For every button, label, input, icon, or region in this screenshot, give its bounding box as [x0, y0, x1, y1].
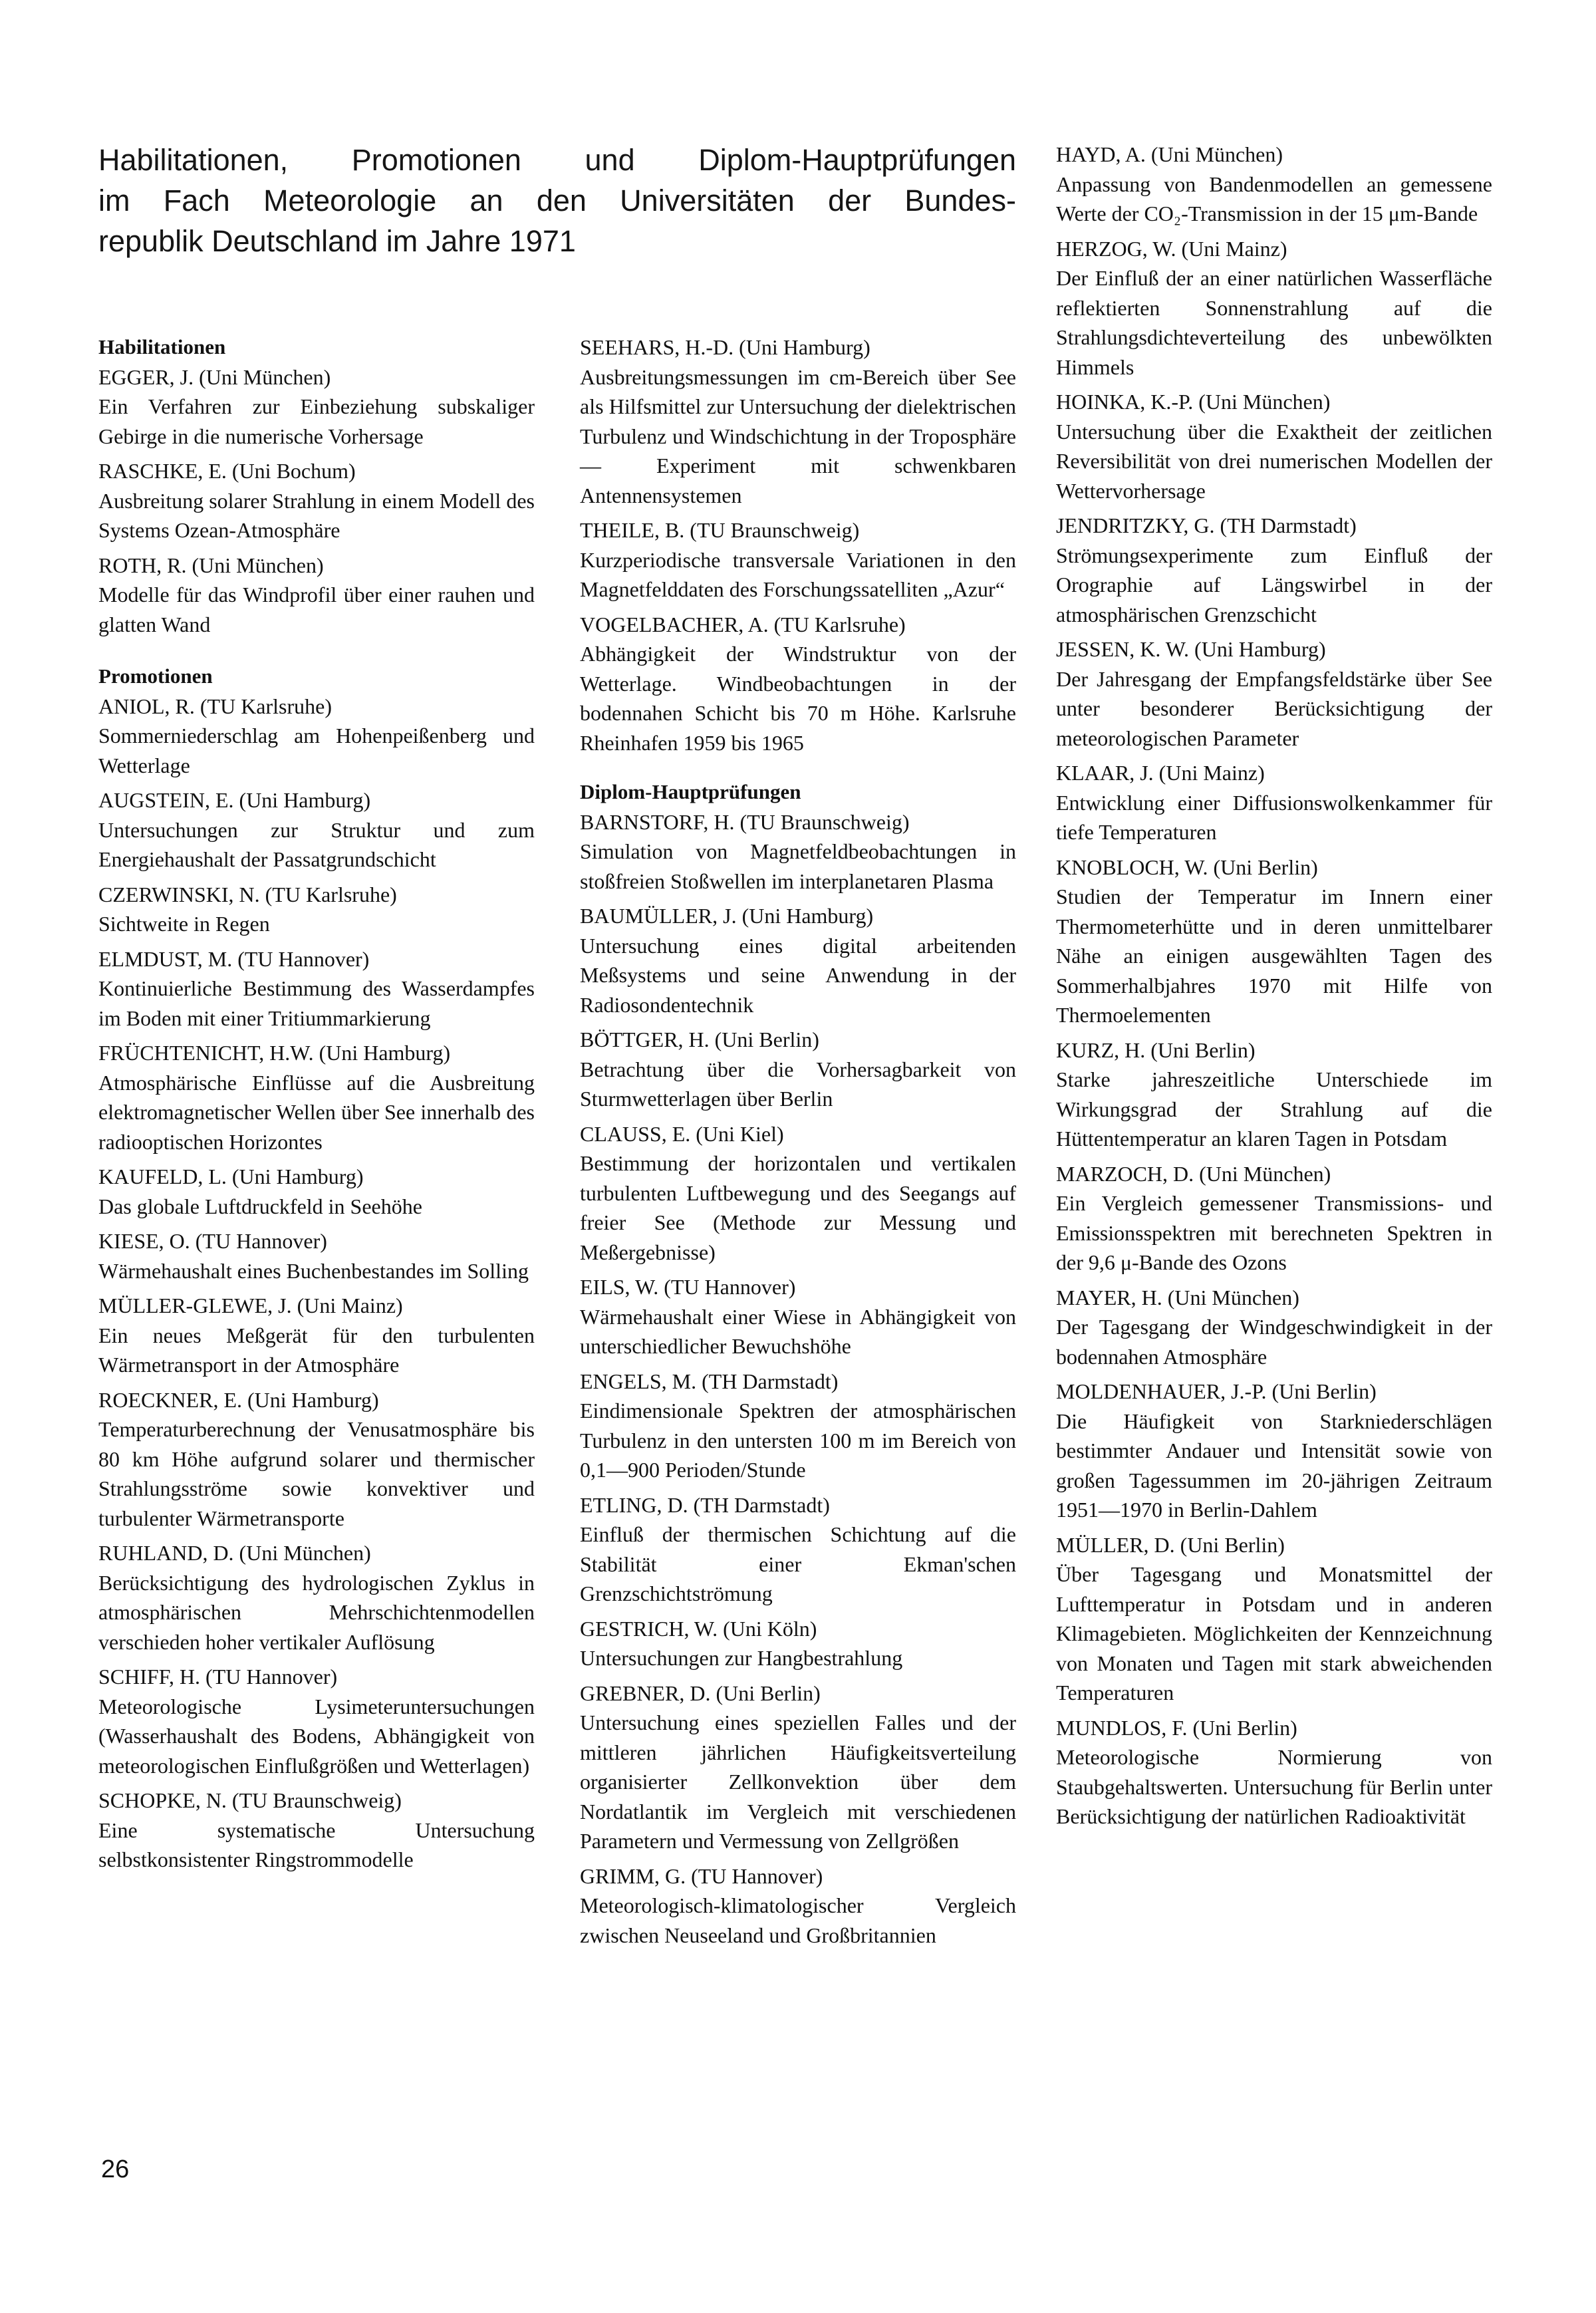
- entry-title: Studien der Temperatur im Innern einer Thermometerhütte und in deren unmittelbarer Nähe an einigen ausgewählten Tagen des Sommerhalbjahres 1970 mit Hilfe von Thermoelementen: [1056, 884, 1492, 1027]
- entry: [1056, 511, 1492, 629]
- entry-title: Strömungsexperimente zum Einfluß der Orographie auf Längswirbel in der atmosphärischen Grenzschicht: [1056, 543, 1492, 626]
- entry-title: Ein Verfahren zur Einbeziehung subskaliger Gebirge in die numerische Vorhersage: [98, 394, 535, 448]
- entry-title: Untersuchungen zur Struktur und zum Energiehaushalt der Passatgrundschicht: [98, 817, 535, 871]
- entry-author: MOLDENHAUER, J.-P. (Uni Berlin): [1056, 1379, 1377, 1403]
- entry-author: VOGELBACHER, A. (TU Karlsruhe): [580, 612, 906, 636]
- entry: [1056, 1283, 1492, 1372]
- entry: [98, 362, 535, 452]
- entry-author: HOINKA, K.-P. (Uni München): [1056, 390, 1331, 414]
- column-right: [1056, 140, 1492, 1837]
- entry-author: EILS, W. (TU Hannover): [580, 1275, 796, 1299]
- entry-title: Ausbreitung solarer Strahlung in einem Modell des Systems Ozean-Atmosphäre: [98, 488, 535, 542]
- entry: [580, 1679, 1016, 1856]
- entry-title: Der Einfluß der an einer natürlichen Wasserfläche reflektierten Sonnenstrahlung auf die Strahlungsdichteverteilung des unbewölkten Himmels: [1056, 266, 1492, 379]
- entry-author: KURZ, H. (Uni Berlin): [1056, 1037, 1256, 1062]
- entry-author: CLAUSS, E. (Uni Kiel): [580, 1121, 784, 1146]
- entry: [1056, 1035, 1492, 1154]
- entry: [580, 610, 1016, 758]
- section-heading: Diplom-Hauptprüfungen: [580, 780, 801, 803]
- entry-title: Das globale Luftdruckfeld in Seehöhe: [98, 1194, 422, 1218]
- entry-title: Atmosphärische Einflüsse auf die Ausbreitung elektromagnetischer Wellen über See innerhalb des radiooptischen Horizontes: [98, 1070, 535, 1154]
- entry-author: MAYER, H. (Uni München): [1056, 1285, 1299, 1309]
- entry-author: KIESE, O. (TU Hannover): [98, 1229, 327, 1253]
- entry-author: ANIOL, R. (TU Karlsruhe): [98, 694, 332, 718]
- entry-author: GESTRICH, W. (Uni Köln): [580, 1616, 817, 1641]
- entry-author: SCHOPKE, N. (TU Braunschweig): [98, 1788, 402, 1812]
- entry-title: Untersuchung eines speziellen Falles und der mittleren jährlichen Häufigkeitsverteilung organisierter Zellkonvektion über dem Nordatlantik im Vergleich mit verschiedenen Parametern und Vermessung von Zellgrößen: [580, 1710, 1016, 1853]
- entry-title: Untersuchung über die Exaktheit der zeitlichen Reversibilität von drei numerischen Modellen der Wettervorhersage: [1056, 419, 1492, 503]
- entry-title: Ein neues Meßgerät für den turbulenten Wärmetransport in der Atmosphäre: [98, 1323, 535, 1377]
- entry-author: SEEHARS, H.-D. (Uni Hamburg): [580, 335, 870, 359]
- entry-title: Wärmehaushalt eines Buchenbestandes im Solling: [98, 1258, 529, 1283]
- entry-title: Meteorologische Normierung von Staubgehaltswerten. Untersuchung für Berlin unter Berücksichtigung der natürlichen Radioaktivität: [1056, 1745, 1492, 1828]
- entry-author: JENDRITZKY, G. (TH Darmstadt): [1056, 513, 1357, 537]
- entry-title: Temperaturberechnung der Venusatmosphäre bis 80 km Höhe aufgrund solarer und thermischer Strahlungsströme sowie konvektiver und turbulenter Wärmetransporte: [98, 1417, 535, 1530]
- entry: [580, 1861, 1016, 1951]
- entry-author: RUHLAND, D. (Uni München): [98, 1541, 371, 1565]
- section-heading: Habilitationen: [98, 335, 226, 358]
- entry: [580, 333, 1016, 510]
- entry-author: BÖTTGER, H. (Uni Berlin): [580, 1027, 819, 1051]
- entry: [580, 901, 1016, 1020]
- entry: [1056, 387, 1492, 505]
- entry-author: MÜLLER-GLEWE, J. (Uni Mainz): [98, 1293, 403, 1317]
- entry-title: Der Tagesgang der Windgeschwindigkeit in der bodennahen Atmosphäre: [1056, 1315, 1492, 1369]
- entry: [1056, 234, 1492, 382]
- entry-author: JESSEN, K. W. (Uni Hamburg): [1056, 637, 1326, 661]
- entry: [580, 1025, 1016, 1114]
- entry-author: AUGSTEIN, E. (Uni Hamburg): [98, 788, 371, 812]
- entry: [580, 515, 1016, 605]
- entry-author: SCHIFF, H. (TU Hannover): [98, 1665, 338, 1689]
- entry: [98, 1662, 535, 1780]
- entry-author: EGGER, J. (Uni München): [98, 364, 331, 389]
- entry-author: ENGELS, M. (TH Darmstadt): [580, 1369, 839, 1393]
- entry-title: Modelle für das Windprofil über einer rauhen und glatten Wand: [98, 583, 535, 636]
- entry: [98, 456, 535, 545]
- entry-author: ELMDUST, M. (TU Hannover): [98, 946, 370, 971]
- entry-title: Anpassung von Bandenmodellen an gemessene Werte der CO₂-Transmission in der 15 μm-Bande: [1056, 172, 1492, 225]
- entry-author: MUNDLOS, F. (Uni Berlin): [1056, 1715, 1297, 1740]
- entry-title: Abhängigkeit der Windstruktur von der Wetterlage. Windbeobachtungen in der bodennahen Schicht bis 70 m Höhe. Karlsruhe Rheinhafen 1959 bis 1965: [580, 642, 1016, 755]
- entry-title: Eine systematische Untersuchung selbstkonsistenter Ringstrommodelle: [98, 1818, 535, 1871]
- entry: [580, 1490, 1016, 1609]
- entry-title: Untersuchungen zur Hangbestrahlung: [580, 1646, 903, 1670]
- entry: [1056, 140, 1492, 229]
- entry-title: Sommerniederschlag am Hohenpeißenberg und Wetterlage: [98, 724, 535, 777]
- entry-title: Betrachtung über die Vorhersagbarkeit von Sturmwetterlagen über Berlin: [580, 1057, 1016, 1111]
- entry: [580, 1614, 1016, 1673]
- entry-title: Ein Vergleich gemessener Transmissions- und Emissionsspektren mit berechneten Spektren in der 9,6 μ-Bande des Ozons: [1056, 1191, 1492, 1274]
- entry-title: Kontinuierliche Bestimmung des Wasserdampfes im Boden mit einer Tritiummarkierung: [98, 976, 535, 1030]
- entry: [1056, 1530, 1492, 1708]
- entry: [98, 1038, 535, 1156]
- entry-author: MÜLLER, D. (Uni Berlin): [1056, 1532, 1285, 1557]
- title-line: im Fach Meteorologie an den Universitäten der Bundes-: [98, 184, 1016, 217]
- entry: [580, 807, 1016, 896]
- entry-title: Untersuchung eines digital arbeitenden Meßsystems und seine Anwendung in der Radiosondentechnik: [580, 933, 1016, 1017]
- section-heading: Promotionen: [98, 664, 213, 688]
- entry-author: RASCHKE, E. (Uni Bochum): [98, 459, 356, 483]
- entry-title: Kurzperiodische transversale Variationen in den Magnetfelddaten des Forschungssatelliten „Azur“: [580, 547, 1016, 601]
- entry: [98, 880, 535, 939]
- entry: [98, 944, 535, 1033]
- entry: [98, 1385, 535, 1534]
- entry-author: GREBNER, D. (Uni Berlin): [580, 1681, 821, 1705]
- column-middle: [580, 333, 1016, 1955]
- entry-author: MARZOCH, D. (Uni München): [1056, 1161, 1331, 1186]
- column-left: [98, 333, 535, 1880]
- entry-author: ROECKNER, E. (Uni Hamburg): [98, 1387, 379, 1412]
- entry-title: Wärmehaushalt einer Wiese in Abhängigkeit von unterschiedlicher Bewuchshöhe: [580, 1304, 1016, 1358]
- entry-title: Sichtweite in Regen: [98, 912, 270, 936]
- entry: [98, 551, 535, 640]
- entry-title: Einfluß der thermischen Schichtung auf die Stabilität einer Ekman'schen Grenzschichtströmung: [580, 1522, 1016, 1605]
- entry: [98, 1538, 535, 1657]
- entry-title: Der Jahresgang der Empfangsfeldstärke über See unter besonderer Berücksichtigung der meteorologischen Parameter: [1056, 666, 1492, 750]
- entry: [1056, 853, 1492, 1030]
- entry-author: HAYD, A. (Uni München): [1056, 142, 1283, 166]
- entry-author: CZERWINSKI, N. (TU Karlsruhe): [98, 882, 397, 906]
- entry: [98, 785, 535, 875]
- entry-title: Ausbreitungsmessungen im cm-Bereich über See als Hilfsmittel zur Untersuchung der dielektrischen Turbulenz und Windschichtung in der Troposphäre — Experiment mit schwenkbaren Antennensystemen: [580, 364, 1016, 507]
- entry: [1056, 634, 1492, 753]
- entry-author: KLAAR, J. (Uni Mainz): [1056, 761, 1265, 785]
- entry: [580, 1367, 1016, 1485]
- entry-author: HERZOG, W. (Uni Mainz): [1056, 236, 1287, 261]
- page-number: 26: [101, 2155, 130, 2183]
- entry: [580, 1119, 1016, 1268]
- entry-author: BAUMÜLLER, J. (Uni Hamburg): [580, 904, 874, 928]
- entry-title: Simulation von Magnetfeldbeobachtungen in stoßfreien Stoßwellen im interplanetaren Plasma: [580, 839, 1016, 893]
- entry-title: Über Tagesgang und Monatsmittel der Lufttemperatur in Potsdam und in anderen Klimagebieten. Möglichkeiten der Kennzeichnung von Monaten und Tagen mit stark abweichenden Temperaturen: [1056, 1562, 1492, 1704]
- title-line: Habilitationen, Promotionen und Diplom-Hauptprüfungen: [98, 143, 1016, 177]
- entry-title: Eindimensionale Spektren der atmosphärischen Turbulenz in den untersten 100 m im Bereich von 0,1—900 Perioden/Stunde: [580, 1399, 1016, 1482]
- entry-author: THEILE, B. (TU Braunschweig): [580, 518, 860, 542]
- entry-author: BARNSTORF, H. (TU Braunschweig): [580, 809, 910, 834]
- entry-author: KNOBLOCH, W. (Uni Berlin): [1056, 855, 1318, 879]
- entry-title: Die Häufigkeit von Starkniederschlägen bestimmter Andauer und Intensität sowie von großen Tagessummen im 20-jährigen Zeitraum 1951—1970 in Berlin-Dahlem: [1056, 1409, 1492, 1522]
- entry-title: Entwicklung einer Diffusionswolkenkammer für tiefe Temperaturen: [1056, 790, 1492, 844]
- entry: [580, 1272, 1016, 1361]
- entry: [98, 1291, 535, 1380]
- entry-author: ETLING, D. (TH Darmstadt): [580, 1492, 830, 1517]
- entry-title: Meteorologische Lysimeteruntersuchungen (Wasserhaushalt des Bodens, Abhängigkeit von meteorologischen Einflußgrößen und Wetterlagen): [98, 1694, 535, 1778]
- entry: [98, 1226, 535, 1286]
- entry-author: ROTH, R. (Uni München): [98, 553, 324, 577]
- entry-title: Starke jahreszeitliche Unterschiede im Wirkungsgrad der Strahlung auf die Hüttentemperatur an klaren Tagen in Potsdam: [1056, 1067, 1492, 1151]
- entry-title: Meteorologisch-klimatologischer Vergleich zwischen Neuseeland und Großbritannien: [580, 1893, 1016, 1947]
- entry-title: Bestimmung der horizontalen und vertikalen turbulenten Luftbewegung und des Seegangs auf freier See (Methode zur Messung und Meßergebnisse): [580, 1151, 1016, 1264]
- entry: [1056, 1377, 1492, 1525]
- entry-title: Berücksichtigung des hydrologischen Zyklus in atmosphärischen Mehrschichtenmodellen verschieden hoher vertikaler Auflösung: [98, 1570, 535, 1654]
- title-line: republik Deutschland im Jahre 1971: [98, 224, 576, 258]
- entry: [98, 1162, 535, 1221]
- entry: [1056, 1713, 1492, 1832]
- entry-author: GRIMM, G. (TU Hannover): [580, 1863, 823, 1888]
- entry: [98, 1786, 535, 1875]
- entry-author: FRÜCHTENICHT, H.W. (Uni Hamburg): [98, 1041, 451, 1065]
- entry: [1056, 1159, 1492, 1278]
- page-title: [98, 140, 1016, 261]
- entry-author: KAUFELD, L. (Uni Hamburg): [98, 1164, 364, 1188]
- entry: [1056, 758, 1492, 847]
- entry: [98, 692, 535, 781]
